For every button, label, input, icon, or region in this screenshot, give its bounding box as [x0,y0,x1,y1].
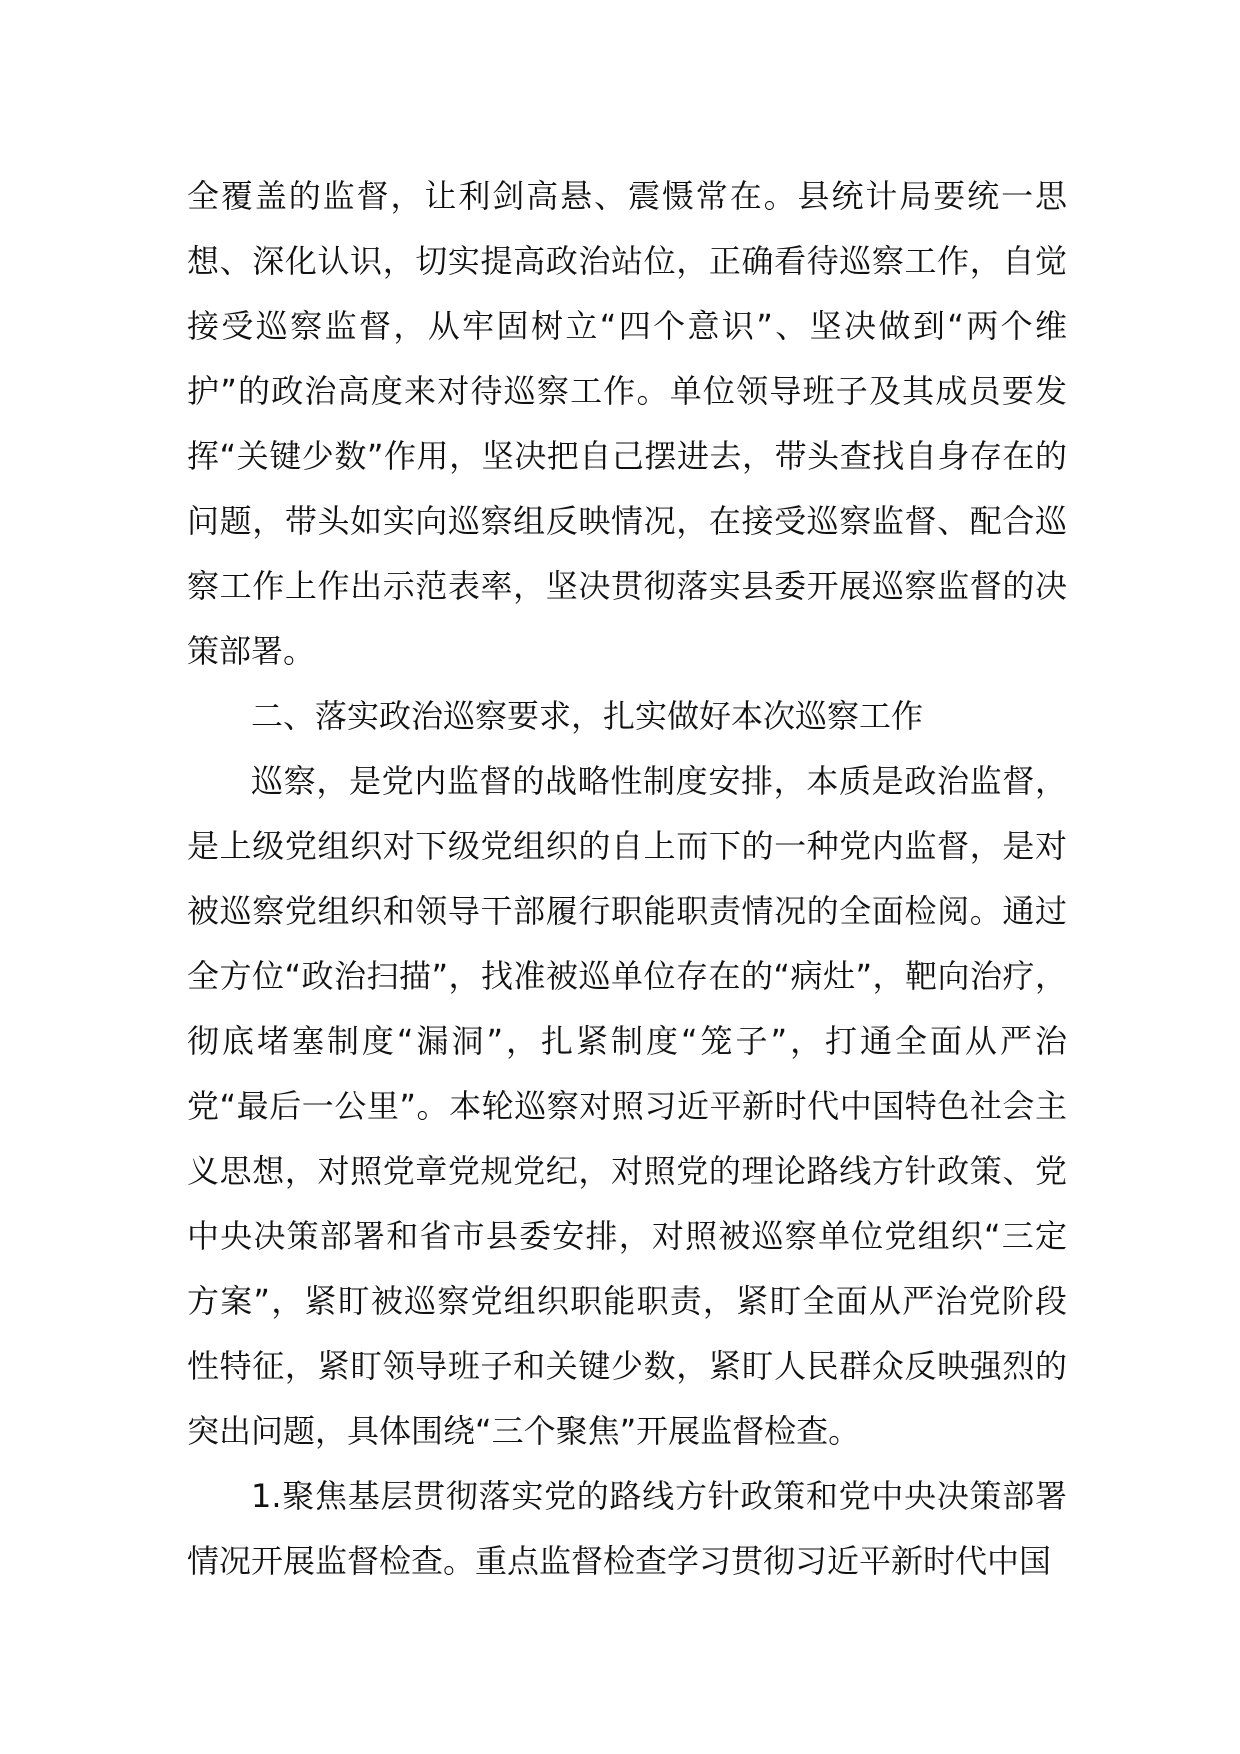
document-body [187,164,1067,1594]
paragraph-inspection-nature: 巡察，是党内监督的战略性制度安排，本质是政治监督，是上级党组织对下级党组织的自上而下的一种党内监督，是对被巡察党组织和领导干部履行职能职责情况的全面检阅。通过全方位“政治扫描”，找准被巡单位存在的“病灶”，靶向治疗，彻底堵塞制度“漏洞”，扎紧制度“笼子”，打通全面从严治党“最后一公里”。本轮巡察对照习近平新时代中国特色社会主义思想，对照党章党规党纪，对照党的理论路线方针政策、党中央决策部署和省市县委安排，对照被巡察单位党组织“三定方案”，紧盯被巡察党组织职能职责，紧盯全面从严治党阶段性特征，紧盯领导班子和关键少数，紧盯人民群众反映强烈的突出问题，具体围绕“三个聚焦”开展监督检查。 [187,762,1067,1450]
section-heading-two: 二、落实政治巡察要求，扎实做好本次巡察工作 [251,697,924,735]
paragraph-focus-one: 1.聚焦基层贯彻落实党的路线方针政策和党中央决策部署情况开展监督检查。重点监督检查学习贯彻习近平新时代中国 [187,1477,1067,1580]
paragraph-leadership-role: 全覆盖的监督，让利剑高悬、震慑常在。县统计局要统一思想、深化认识，切实提高政治站位，正确看待巡察工作，自觉接受巡察监督，从牢固树立“四个意识”、坚决做到“两个维护”的政治高度来对待巡察工作。单位领导班子及其成员要发挥“关键少数”作用，坚决把自己摆进去，带头查找自身存在的问题，带头如实向巡察组反映情况，在接受巡察监督、配合巡察工作上作出示范表率，坚决贯彻落实县委开展巡察监督的决策部署。 [187,177,1067,670]
